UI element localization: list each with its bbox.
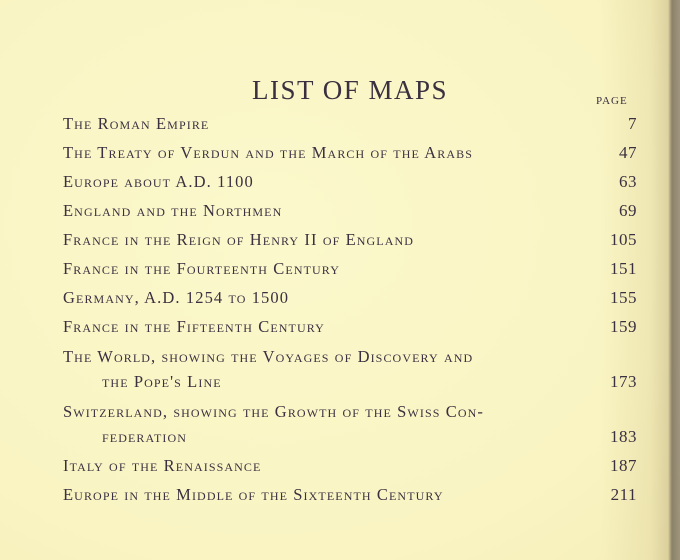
map-entry xyxy=(63,259,637,279)
map-entry-page: 105 xyxy=(610,230,637,249)
page-column-header: PAGE xyxy=(596,95,628,107)
map-entry-title: France in the Reign of Henry II of England xyxy=(63,230,415,249)
map-entry-title-continued: federation xyxy=(102,427,187,446)
map-entry-title: France in the Fifteenth Century xyxy=(63,317,325,336)
map-entry-title: England and the Northmen xyxy=(63,201,283,220)
map-entry-title: Italy of the Renaissance xyxy=(63,456,262,475)
map-entry-title: Europe about A.D. 1100 xyxy=(63,172,254,191)
map-entry xyxy=(63,347,637,392)
map-entry xyxy=(63,230,637,250)
map-entry-page: 151 xyxy=(610,259,637,278)
map-entry xyxy=(63,114,637,134)
map-entry xyxy=(63,317,637,337)
map-entry-title: The World, showing the Voyages of Discovery and xyxy=(63,347,474,366)
map-entry-page: 7 xyxy=(628,114,637,133)
map-entry-page: 159 xyxy=(610,317,637,336)
map-entry xyxy=(63,172,637,192)
map-entry-page: 63 xyxy=(619,172,637,191)
map-entry-page: 211 xyxy=(610,485,637,504)
map-entry xyxy=(63,485,637,505)
map-entry-page: 187 xyxy=(610,456,637,475)
map-entry xyxy=(63,143,637,163)
map-entry-page: 69 xyxy=(619,201,637,220)
map-entry-page: 47 xyxy=(619,143,637,162)
map-entry-page: 155 xyxy=(610,288,637,307)
map-entry-title-continued: the Pope's Line xyxy=(102,372,222,391)
map-entry-page: 173 xyxy=(610,372,637,391)
map-entry xyxy=(63,201,637,221)
map-entry-title: The Roman Empire xyxy=(63,114,210,133)
map-entry-title: The Treaty of Verdun and the March of the Arabs xyxy=(63,143,473,162)
map-entry-title: France in the Fourteenth Century xyxy=(63,259,340,278)
map-entry xyxy=(63,288,637,308)
map-entry xyxy=(63,402,637,447)
map-entry-title: Germany, A.D. 1254 to 1500 xyxy=(63,288,290,307)
map-entry-title: Europe in the Middle of the Sixteenth Century xyxy=(63,485,444,504)
map-entry-page: 183 xyxy=(610,427,637,446)
map-entry-title: Switzerland, showing the Growth of the Swiss Con- xyxy=(63,402,484,421)
map-entry xyxy=(63,456,637,476)
page-title: LIST OF MAPS xyxy=(251,75,449,106)
